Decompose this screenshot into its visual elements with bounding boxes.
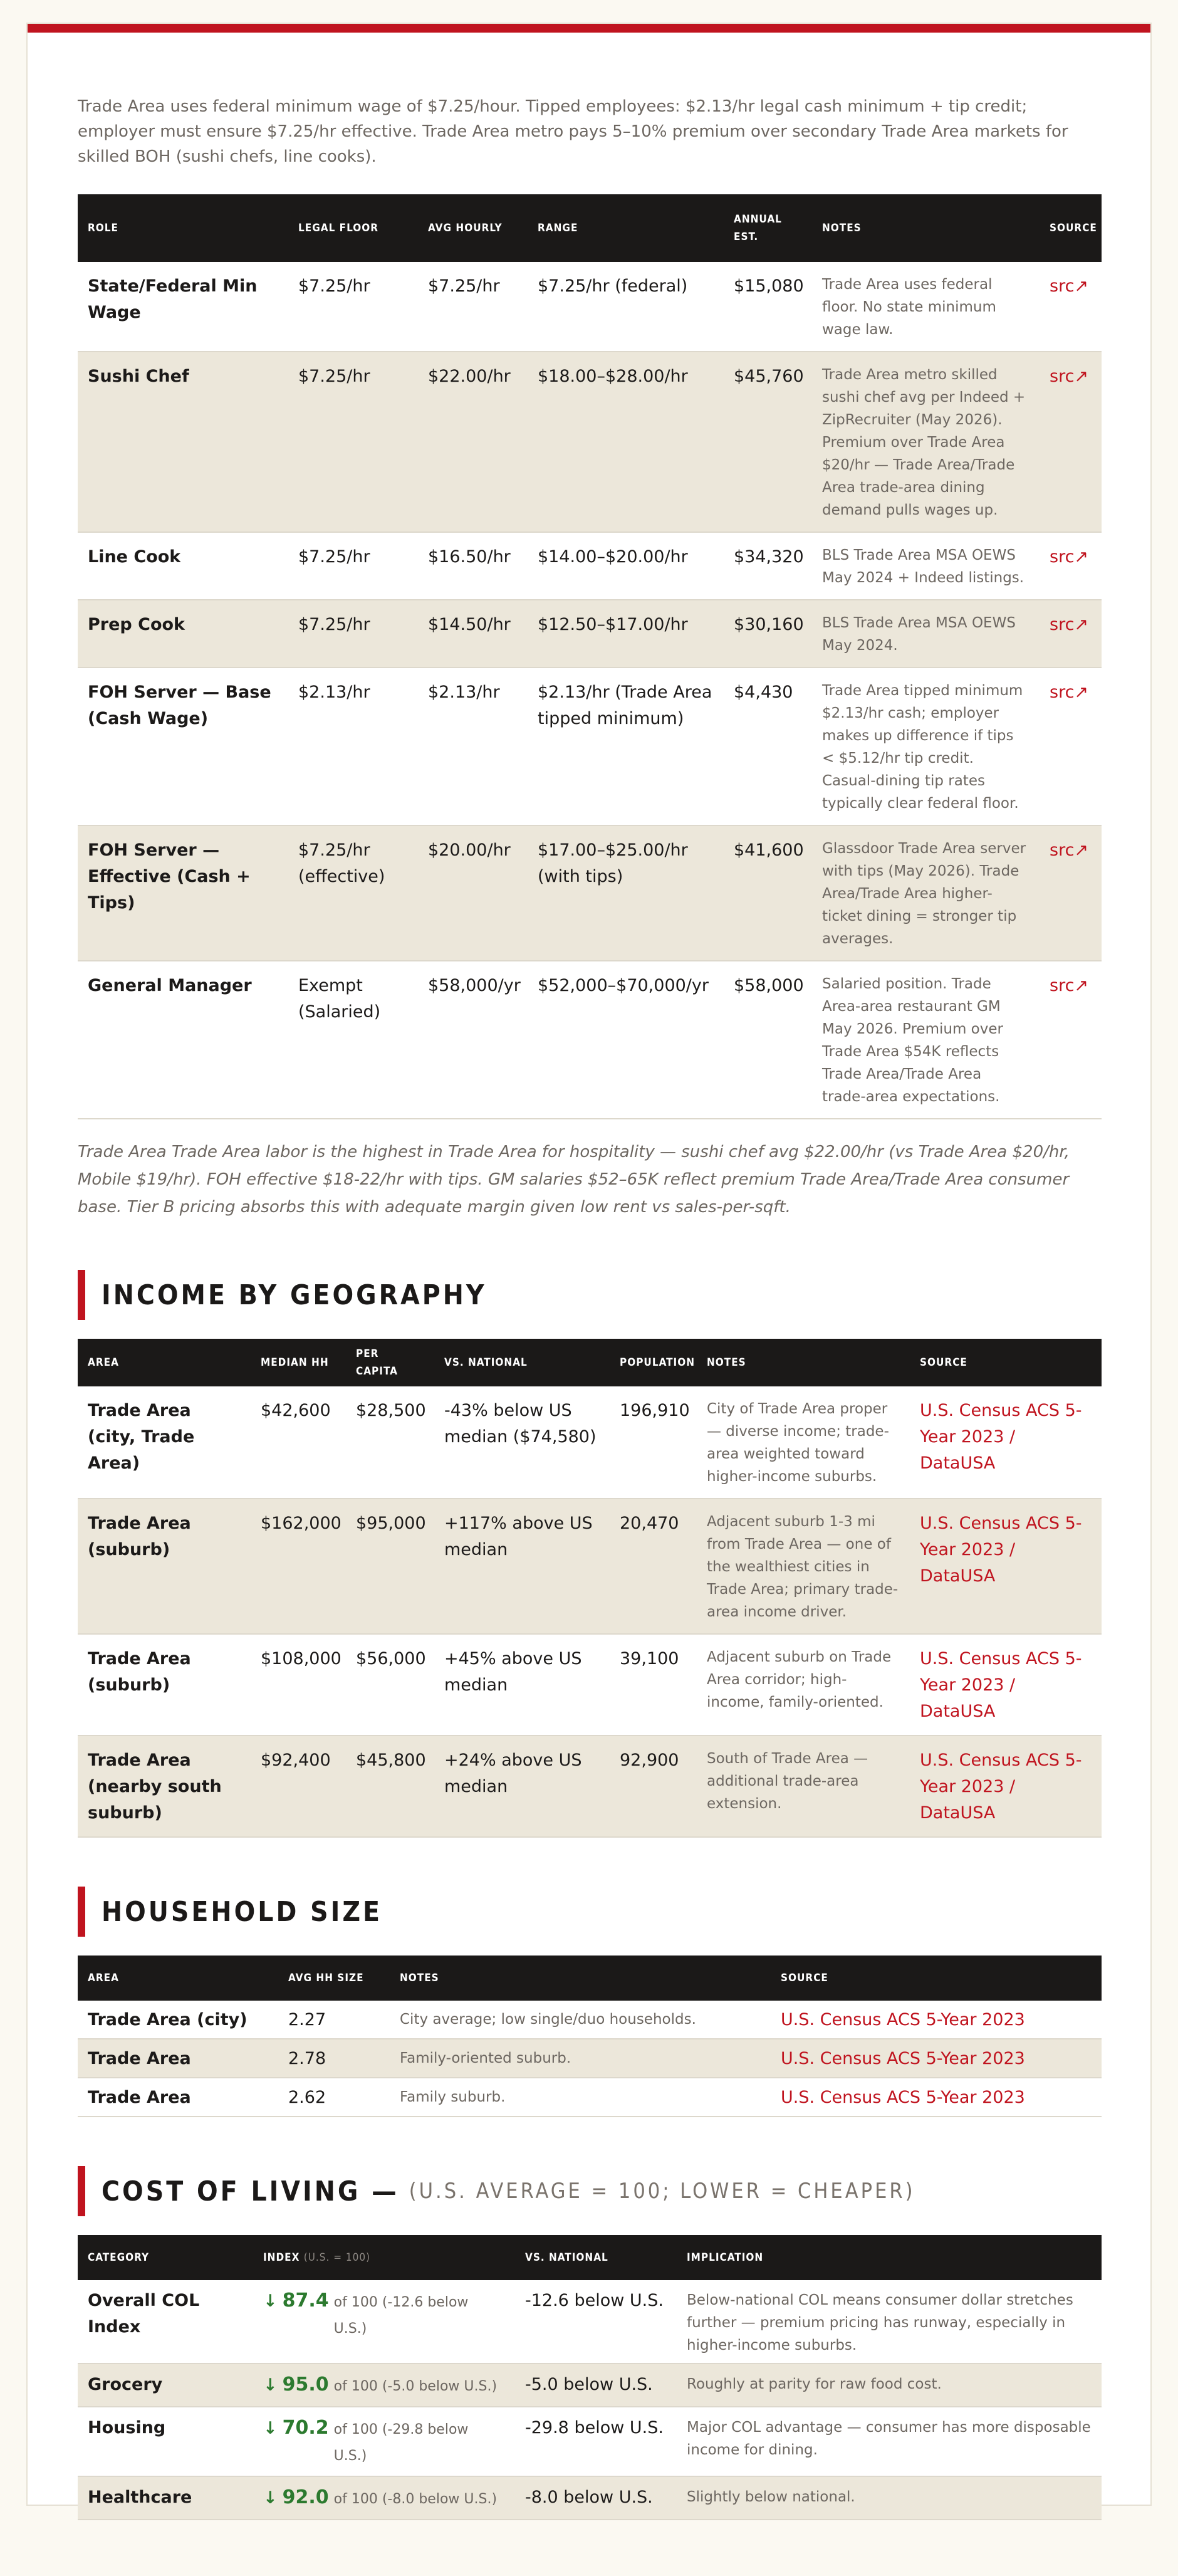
table-row bbox=[78, 262, 1102, 352]
table-row bbox=[78, 600, 1102, 668]
wage-range: $7.25/hr (federal) bbox=[528, 262, 724, 352]
avg-hourly: $20.00/hr bbox=[418, 825, 528, 961]
role-name: General Manager bbox=[78, 961, 288, 1119]
labor-footnote: Trade Area Trade Area labor is the highest in Trade Area for hospitality — sushi chef avg $22.00/hr (vs Trade Area $20/hr, Mobile $19/hr). FOH effective $18-22/hr with tips. GM salaries $52–65K reflect premium Trade Area/Trade Area consumer base. Tier B pricing absorbs this with adequate margin given low rent vs sales-per-sqft. bbox=[78, 1143, 1070, 1217]
table-row bbox=[78, 2476, 1102, 2520]
source-cell bbox=[1040, 600, 1102, 668]
row-notes: Family-oriented suburb. bbox=[390, 2039, 771, 2078]
role-name: FOH Server — Base (Cash Wage) bbox=[78, 668, 288, 825]
implication: Roughly at parity for raw food cost. bbox=[677, 2364, 1102, 2407]
col-header-area: AREA bbox=[88, 1356, 119, 1369]
col-header-source: SOURCE bbox=[920, 1356, 967, 1369]
wage-range: $12.50–$17.00/hr bbox=[528, 600, 724, 668]
index-value-group bbox=[263, 2372, 505, 2400]
row-notes: Adjacent suburb 1-3 mi from Trade Area — one of the wealthiest cities in Trade Area; primary trade-area income driver. bbox=[697, 1499, 910, 1634]
source-link[interactable]: src↗ bbox=[1050, 615, 1089, 634]
index-cell bbox=[253, 2476, 515, 2520]
per-capita: $28,500 bbox=[346, 1386, 434, 1499]
area-name: Trade Area (suburb) bbox=[78, 1634, 251, 1736]
index-value-group bbox=[263, 2288, 505, 2342]
source-cell bbox=[1040, 825, 1102, 961]
col-header-area: AREA bbox=[88, 1972, 119, 1984]
source-link[interactable]: U.S. Census ACS 5-Year 2023 / DataUSA bbox=[910, 1499, 1102, 1634]
table-row bbox=[78, 825, 1102, 961]
col-header-legal-floor: LEGAL FLOOR bbox=[298, 222, 379, 234]
index-cell bbox=[253, 2280, 515, 2364]
household-section-header bbox=[78, 1887, 1102, 1937]
table-row bbox=[78, 2407, 1102, 2476]
section-subtitle: (U.S. AVERAGE = 100; LOWER = CHEAPER) bbox=[409, 2179, 915, 2204]
section-title: INCOME BY GEOGRAPHY bbox=[102, 1279, 487, 1311]
area-name: Trade Area bbox=[78, 2078, 278, 2117]
source-link[interactable]: U.S. Census ACS 5-Year 2023 / DataUSA bbox=[910, 1736, 1102, 1837]
income-header-row bbox=[78, 1339, 1102, 1386]
median-hh: $108,000 bbox=[251, 1634, 346, 1736]
annual-estimate: $4,430 bbox=[724, 668, 812, 825]
category-name: Grocery bbox=[78, 2364, 253, 2407]
table-row bbox=[78, 2078, 1102, 2117]
col-header-avg-hh-size: AVG HH SIZE bbox=[288, 1972, 364, 1984]
source-link[interactable]: src↗ bbox=[1050, 276, 1089, 296]
annual-estimate: $30,160 bbox=[724, 600, 812, 668]
row-notes: City of Trade Area proper — diverse income; trade-area weighted toward higher-income suburbs. bbox=[697, 1386, 910, 1499]
household-table bbox=[78, 1956, 1102, 2117]
median-hh: $162,000 bbox=[251, 1499, 346, 1634]
source-link[interactable]: src↗ bbox=[1050, 840, 1089, 860]
col-header-annual: ANNUAL EST. bbox=[734, 213, 782, 243]
section-accent-bar bbox=[78, 1887, 85, 1937]
col-header-notes: NOTES bbox=[822, 222, 862, 234]
source-cell bbox=[1040, 668, 1102, 825]
legal-floor: $7.25/hr (effective) bbox=[288, 825, 418, 961]
col-header-source: SOURCE bbox=[781, 1972, 828, 1984]
source-link[interactable]: U.S. Census ACS 5-Year 2023 / DataUSA bbox=[910, 1634, 1102, 1736]
vs-national: -12.6 below U.S. bbox=[515, 2280, 677, 2364]
labor-table bbox=[78, 194, 1102, 1119]
role-name: Prep Cook bbox=[78, 600, 288, 668]
implication: Slightly below national. bbox=[677, 2476, 1102, 2520]
index-cell bbox=[253, 2364, 515, 2407]
index-value: 95.0 bbox=[282, 2374, 329, 2395]
avg-hourly: $58,000/yr bbox=[418, 961, 528, 1119]
vs-national: -29.8 below U.S. bbox=[515, 2407, 677, 2476]
per-capita: $95,000 bbox=[346, 1499, 434, 1634]
section-accent-bar bbox=[78, 2166, 85, 2216]
col-header-notes: NOTES bbox=[400, 1972, 439, 1984]
source-cell bbox=[1040, 532, 1102, 600]
section-title: HOUSEHOLD SIZE bbox=[102, 1895, 383, 1928]
table-row bbox=[78, 2280, 1102, 2364]
annual-estimate: $58,000 bbox=[724, 961, 812, 1119]
vs-national: +45% above US median bbox=[434, 1634, 610, 1736]
col-header-role: ROLE bbox=[88, 222, 118, 234]
source-cell bbox=[1040, 262, 1102, 352]
table-row bbox=[78, 1386, 1102, 1499]
col-header-avg-hourly: AVG HOURLY bbox=[428, 222, 503, 234]
index-cell bbox=[253, 2407, 515, 2476]
wage-range: $52,000–$70,000/yr bbox=[528, 961, 724, 1119]
col-header-median-hh: MEDIAN HH bbox=[261, 1356, 329, 1369]
col-header-population: POPULATION bbox=[620, 1356, 696, 1369]
implication: Major COL advantage — consumer has more disposable income for dining. bbox=[677, 2407, 1102, 2476]
population: 20,470 bbox=[610, 1499, 697, 1634]
vs-national: -5.0 below U.S. bbox=[515, 2364, 677, 2407]
index-detail: of 100 (-5.0 below U.S.) bbox=[333, 2379, 498, 2394]
table-row bbox=[78, 2039, 1102, 2078]
index-value-group bbox=[263, 2415, 505, 2469]
source-link[interactable]: src↗ bbox=[1050, 547, 1089, 567]
avg-hourly: $2.13/hr bbox=[418, 668, 528, 825]
area-name: Trade Area (nearby south suburb) bbox=[78, 1736, 251, 1837]
table-row bbox=[78, 2364, 1102, 2407]
per-capita: $56,000 bbox=[346, 1634, 434, 1736]
annual-estimate: $34,320 bbox=[724, 532, 812, 600]
col-header-vs-national: VS. NATIONAL bbox=[525, 2251, 608, 2264]
col-table bbox=[78, 2235, 1102, 2520]
source-link[interactable]: U.S. Census ACS 5-Year 2023 / DataUSA bbox=[910, 1386, 1102, 1499]
accent-bar bbox=[28, 24, 1150, 33]
median-hh: $92,400 bbox=[251, 1736, 346, 1837]
section-title: COST OF LIVING — bbox=[102, 2175, 399, 2207]
index-value: 92.0 bbox=[282, 2486, 329, 2508]
income-section-header bbox=[78, 1270, 1102, 1320]
index-detail: of 100 (-12.6 below U.S.) bbox=[333, 2295, 469, 2337]
annual-estimate: $41,600 bbox=[724, 825, 812, 961]
table-row bbox=[78, 1499, 1102, 1634]
income-table bbox=[78, 1339, 1102, 1838]
legal-floor: $7.25/hr bbox=[288, 532, 418, 600]
source-link[interactable]: src↗ bbox=[1050, 976, 1089, 995]
row-notes: Salaried position. Trade Area-area restaurant GM May 2026. Premium over Trade Area $54K reflects Trade Area/Trade Area trade-area expectations. bbox=[812, 961, 1040, 1119]
report-content bbox=[78, 69, 1102, 2520]
vs-national: +117% above US median bbox=[434, 1499, 610, 1634]
annual-estimate: $15,080 bbox=[724, 262, 812, 352]
source-cell bbox=[1040, 352, 1102, 532]
row-notes: Adjacent suburb on Trade Area corridor; high-income, family-oriented. bbox=[697, 1634, 910, 1736]
row-notes: South of Trade Area — additional trade-area extension. bbox=[697, 1736, 910, 1837]
area-name: Trade Area (city) bbox=[78, 2001, 278, 2039]
wage-range: $18.00–$28.00/hr bbox=[528, 352, 724, 532]
col-header-source: SOURCE bbox=[1050, 222, 1097, 234]
avg-hh-size: 2.78 bbox=[278, 2039, 390, 2078]
table-row bbox=[78, 1736, 1102, 1837]
col-header-vs-national: VS. NATIONAL bbox=[444, 1356, 528, 1369]
category-name: Healthcare bbox=[78, 2476, 253, 2520]
labor-intro: Trade Area uses federal minimum wage of $7.25/hour. Tipped employees: $2.13/hr legal cash minimum + tip credit; employer must ensure $7.25/hr effective. Trade Area metro pays 5–10% premium over secondary Trade Area markets for skilled BOH (sushi chefs, line cooks). bbox=[78, 97, 1068, 166]
source-cell bbox=[1040, 961, 1102, 1119]
source-link[interactable]: src↗ bbox=[1050, 683, 1089, 702]
role-name: State/Federal Min Wage bbox=[78, 262, 288, 352]
col-header-implication: IMPLICATION bbox=[687, 2251, 764, 2264]
wage-range: $17.00–$25.00/hr (with tips) bbox=[528, 825, 724, 961]
index-header-note: (U.S. = 100) bbox=[303, 2251, 371, 2264]
row-notes: Family suburb. bbox=[390, 2078, 771, 2117]
source-link[interactable]: U.S. Census ACS 5-Year 2023 bbox=[771, 2039, 1102, 2078]
vs-national: +24% above US median bbox=[434, 1736, 610, 1837]
category-name: Housing bbox=[78, 2407, 253, 2476]
source-link[interactable]: U.S. Census ACS 5-Year 2023 bbox=[771, 2078, 1102, 2117]
index-header-label: INDEX bbox=[263, 2251, 300, 2264]
implication: Below-national COL means consumer dollar stretches further — premium pricing has runway, especially in higher-income suburbs. bbox=[677, 2280, 1102, 2364]
annual-estimate: $45,760 bbox=[724, 352, 812, 532]
index-detail: of 100 (-29.8 below U.S.) bbox=[333, 2422, 469, 2464]
population: 92,900 bbox=[610, 1736, 697, 1837]
source-link[interactable]: src↗ bbox=[1050, 367, 1089, 386]
legal-floor: Exempt (Salaried) bbox=[288, 961, 418, 1119]
col-header-index bbox=[253, 2235, 515, 2280]
col-header-category: CATEGORY bbox=[88, 2251, 150, 2264]
col-header-row bbox=[78, 2235, 1102, 2280]
avg-hourly: $16.50/hr bbox=[418, 532, 528, 600]
avg-hourly: $7.25/hr bbox=[418, 262, 528, 352]
avg-hh-size: 2.27 bbox=[278, 2001, 390, 2039]
row-notes: Trade Area uses federal floor. No state minimum wage law. bbox=[812, 262, 1040, 352]
col-section-header bbox=[78, 2166, 1102, 2216]
area-name: Trade Area bbox=[78, 2039, 278, 2078]
population: 39,100 bbox=[610, 1634, 697, 1736]
row-notes: City average; low single/duo households. bbox=[390, 2001, 771, 2039]
row-notes: Trade Area metro skilled sushi chef avg per Indeed + ZipRecruiter (May 2026). Premium over Trade Area $20/hr — Trade Area/Trade Area trade-area dining demand pulls wages up. bbox=[812, 352, 1040, 532]
avg-hourly: $22.00/hr bbox=[418, 352, 528, 532]
section-accent-bar bbox=[78, 1270, 85, 1320]
table-row bbox=[78, 532, 1102, 600]
legal-floor: $7.25/hr bbox=[288, 352, 418, 532]
category-name: Overall COL Index bbox=[78, 2280, 253, 2364]
table-row bbox=[78, 961, 1102, 1119]
legal-floor: $7.25/hr bbox=[288, 600, 418, 668]
down-arrow-icon: ↓ bbox=[263, 2488, 278, 2508]
down-arrow-icon: ↓ bbox=[263, 2291, 278, 2311]
index-detail: of 100 (-8.0 below U.S.) bbox=[333, 2491, 498, 2507]
legal-floor: $7.25/hr bbox=[288, 262, 418, 352]
source-link[interactable]: U.S. Census ACS 5-Year 2023 bbox=[771, 2001, 1102, 2039]
avg-hourly: $14.50/hr bbox=[418, 600, 528, 668]
legal-floor: $2.13/hr bbox=[288, 668, 418, 825]
role-name: FOH Server — Effective (Cash + Tips) bbox=[78, 825, 288, 961]
table-row bbox=[78, 1634, 1102, 1736]
col-header-per-capita: PER CAPITA bbox=[356, 1348, 398, 1378]
col-header-range: RANGE bbox=[538, 222, 578, 234]
col-header-notes: NOTES bbox=[707, 1356, 746, 1369]
household-header-row bbox=[78, 1956, 1102, 2001]
report-card bbox=[26, 23, 1152, 2506]
row-notes: Glassdoor Trade Area server with tips (May 2026). Trade Area/Trade Area higher-ticket dining = stronger tip averages. bbox=[812, 825, 1040, 961]
table-row bbox=[78, 2001, 1102, 2039]
index-value: 70.2 bbox=[282, 2417, 329, 2439]
down-arrow-icon: ↓ bbox=[263, 2419, 278, 2438]
table-row bbox=[78, 668, 1102, 825]
table-row bbox=[78, 352, 1102, 532]
per-capita: $45,800 bbox=[346, 1736, 434, 1837]
area-name: Trade Area (suburb) bbox=[78, 1499, 251, 1634]
role-name: Sushi Chef bbox=[78, 352, 288, 532]
avg-hh-size: 2.62 bbox=[278, 2078, 390, 2117]
index-value: 87.4 bbox=[282, 2290, 329, 2312]
wage-range: $2.13/hr (Trade Area tipped minimum) bbox=[528, 668, 724, 825]
down-arrow-icon: ↓ bbox=[263, 2375, 278, 2395]
median-hh: $42,600 bbox=[251, 1386, 346, 1499]
wage-range: $14.00–$20.00/hr bbox=[528, 532, 724, 600]
row-notes: BLS Trade Area MSA OEWS May 2024. bbox=[812, 600, 1040, 668]
area-name: Trade Area (city, Trade Area) bbox=[78, 1386, 251, 1499]
row-notes: Trade Area tipped minimum $2.13/hr cash; employer makes up difference if tips < $5.12/hr tip credit. Casual-dining tip rates typically clear federal floor. bbox=[812, 668, 1040, 825]
role-name: Line Cook bbox=[78, 532, 288, 600]
population: 196,910 bbox=[610, 1386, 697, 1499]
vs-national: -8.0 below U.S. bbox=[515, 2476, 677, 2520]
row-notes: BLS Trade Area MSA OEWS May 2024 + Indeed listings. bbox=[812, 532, 1040, 600]
labor-header-row bbox=[78, 194, 1102, 262]
index-value-group bbox=[263, 2484, 505, 2513]
vs-national: -43% below US median ($74,580) bbox=[434, 1386, 610, 1499]
